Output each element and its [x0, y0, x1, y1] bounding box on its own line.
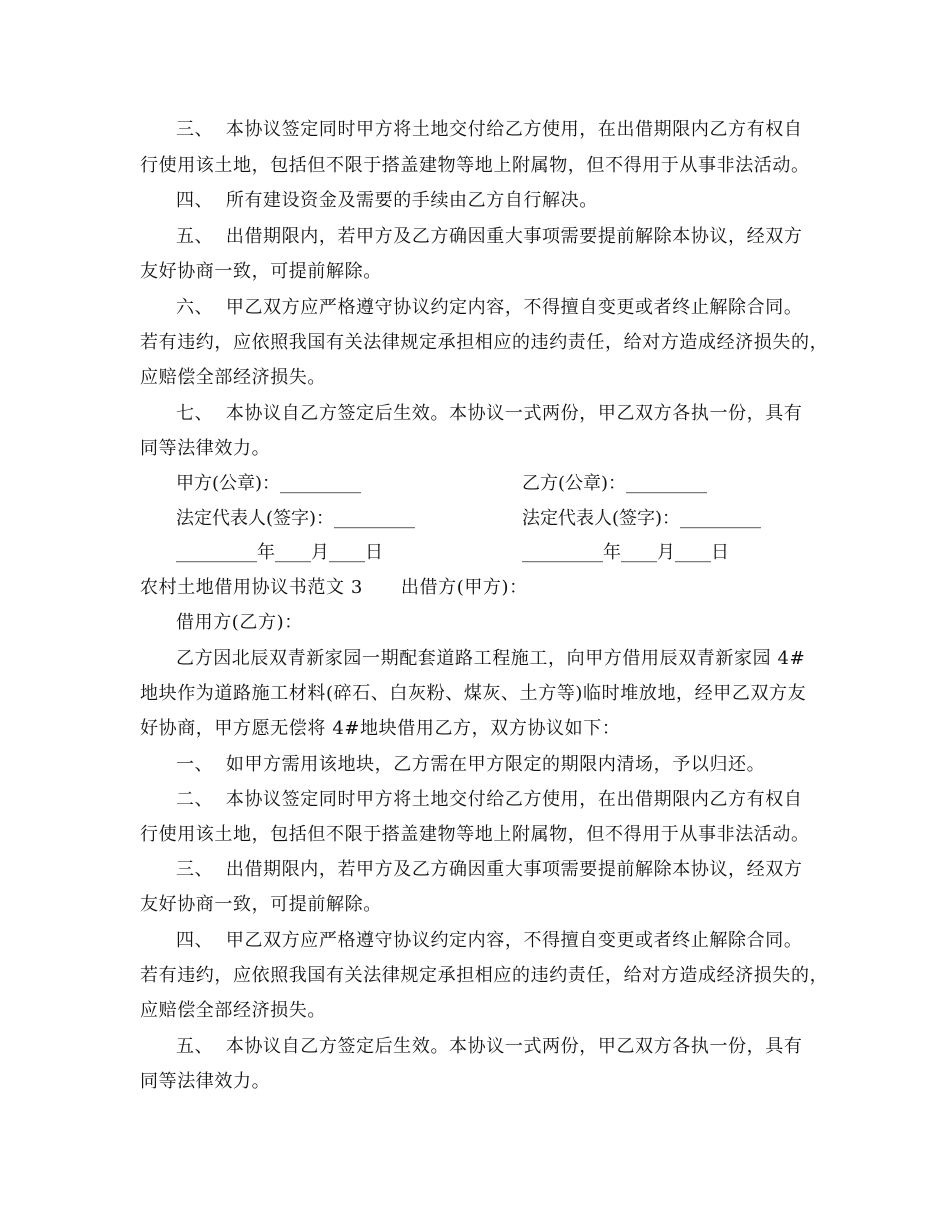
- clause-2-line-2: 行使用该土地，包括但不限于搭盖建物等地上附属物，但不得用于从事非法活动。: [140, 824, 810, 845]
- clause-4b-line-1: 四、 甲乙双方应严格遵守协议约定内容，不得擅自变更或者终止解除合同。: [176, 930, 803, 951]
- clause-3b-line-2: 友好协商一致，可提前解除。: [140, 894, 382, 915]
- preamble-line-2: 地块作为道路施工材料(碎石、白灰粉、煤灰、土方等)临时堆放地，经甲乙双方友: [140, 683, 807, 704]
- preamble-line-3: 好协商，甲方愿无偿将 4#地块借用乙方，双方协议如下：: [140, 718, 621, 739]
- clause-4b-line-3: 应赔偿全部经济损失。: [140, 1000, 326, 1021]
- clause-3-line-2: 行使用该土地，包括但不限于搭盖建物等地上附属物，但不得用于从事非法活动。: [140, 155, 810, 176]
- clause-6-line-3: 应赔偿全部经济损失。: [140, 367, 326, 388]
- party-b-date: _________年____月____日: [522, 542, 729, 563]
- clause-6-line-2: 若有违约，应依照我国有关法律规定承担相应的违约责任，给对方造成经济损失的，: [140, 332, 829, 353]
- agreement-3-title: 农村土地借用协议书范文 3 出借方(甲方)：: [140, 577, 528, 598]
- preamble-line-1: 乙方因北辰双青新家园一期配套道路工程施工，向甲方借用辰双青新家园 4#: [176, 648, 806, 669]
- borrower-line: 借用方(乙方)：: [176, 612, 303, 633]
- clause-2-line-1: 二、 本协议签定同时甲方将土地交付给乙方使用，在出借期限内乙方有权自: [176, 789, 803, 810]
- party-a-seal: 甲方(公章)：_________: [176, 473, 362, 494]
- clause-5b-line-2: 同等法律效力。: [140, 1071, 271, 1092]
- clause-3-line-1: 三、 本协议签定同时甲方将土地交付给乙方使用，在出借期限内乙方有权自: [176, 119, 803, 140]
- clause-3b-line-1: 三、 出借期限内，若甲方及乙方确因重大事项需要提前解除本协议，经双方: [176, 859, 803, 880]
- party-a-representative: 法定代表人(签字)：_________: [176, 508, 416, 529]
- clause-7-line-2: 同等法律效力。: [140, 438, 271, 459]
- clause-5b-line-1: 五、 本协议自乙方签定后生效。本协议一式两份，甲乙双方各执一份，具有: [176, 1036, 803, 1057]
- clause-4-line-1: 四、 所有建设资金及需要的手续由乙方自行解决。: [176, 190, 598, 211]
- clause-1-line-1: 一、 如甲方需用该地块，乙方需在甲方限定的期限内清场，予以归还。: [176, 754, 766, 775]
- clause-5-line-1: 五、 出借期限内，若甲方及乙方确因重大事项需要提前解除本协议，经双方: [176, 226, 803, 247]
- party-b-seal: 乙方(公章)：_________: [522, 473, 708, 494]
- clause-5-line-2: 友好协商一致，可提前解除。: [140, 261, 382, 282]
- party-b-representative: 法定代表人(签字)：_________: [522, 508, 762, 529]
- clause-6-line-1: 六、 甲乙双方应严格遵守协议约定内容，不得擅自变更或者终止解除合同。: [176, 297, 803, 318]
- clause-7-line-1: 七、 本协议自乙方签定后生效。本协议一式两份，甲乙双方各执一份，具有: [176, 403, 803, 424]
- clause-4b-line-2: 若有违约，应依照我国有关法律规定承担相应的违约责任，给对方造成经济损失的，: [140, 965, 829, 986]
- party-a-date: _________年____月____日: [176, 542, 383, 563]
